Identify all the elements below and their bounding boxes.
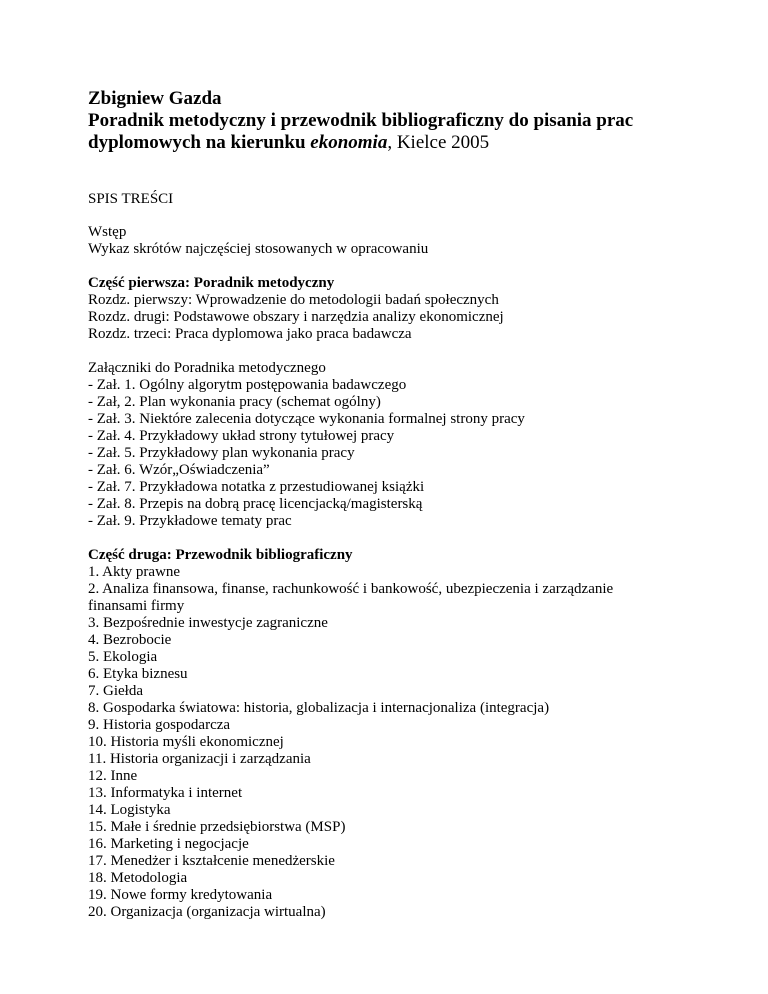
part2-title: Część druga: Przewodnik bibliograficzny	[88, 547, 353, 563]
title-line-2-bold: dyplomowych na kierunku	[88, 132, 311, 153]
toc-part1	[88, 275, 728, 343]
title-suffix: , Kielce 2005	[387, 132, 490, 153]
part2-item: 20. Organizacja (organizacja wirtualna)	[88, 904, 326, 920]
part2-item: 14. Logistyka	[88, 802, 171, 818]
toc-intro-item: Wykaz skrótów najczęściej stosowanych w opracowaniu	[88, 241, 429, 257]
appendix-item: - Zał. 4. Przykładowy układ strony tytułowej pracy	[88, 428, 395, 444]
part2-item-continuation: finansami firmy	[88, 598, 185, 614]
part2-item: 7. Giełda	[88, 683, 143, 699]
appendix-item: - Zał. 8. Przepis na dobrą pracę licencjacką/magisterską	[88, 496, 423, 512]
title-italic-word: ekonomia	[310, 132, 388, 153]
appendix-item: - Zał. 3. Niektóre zalecenia dotyczące wykonania formalnej strony pracy	[88, 411, 525, 427]
appendix-item: - Zał. 1. Ogólny algorytm postępowania badawczego	[88, 377, 407, 393]
part2-item: 1. Akty prawne	[88, 564, 181, 580]
part2-item: 4. Bezrobocie	[88, 632, 172, 648]
part2-item: 19. Nowe formy kredytowania	[88, 887, 273, 903]
appendix-item: - Zał. 6. Wzór„Oświadczenia”	[88, 462, 270, 478]
part2-item: 16. Marketing i negocjacje	[88, 836, 249, 852]
part2-item: 11. Historia organizacji i zarządzania	[88, 751, 311, 767]
part2-item: 10. Historia myśli ekonomicznej	[88, 734, 284, 750]
part1-chapter: Rozdz. drugi: Podstawowe obszary i narzędzia analizy ekonomicznej	[88, 309, 504, 325]
toc-intro	[88, 224, 728, 258]
part2-item: 15. Małe i średnie przedsiębiorstwa (MSP)	[88, 819, 346, 835]
part2-item: 5. Ekologia	[88, 649, 158, 665]
part2-item: 3. Bezpośrednie inwestycje zagraniczne	[88, 615, 328, 631]
part2-item: 18. Metodologia	[88, 870, 188, 886]
toc-appendices	[88, 360, 728, 530]
part2-item: 2. Analiza finansowa, finanse, rachunkowość i bankowość, ubezpieczenia i zarządzanie	[88, 581, 614, 597]
part2-item: 6. Etyka biznesu	[88, 666, 188, 682]
part1-chapter: Rozdz. pierwszy: Wprowadzenie do metodologii badań społecznych	[88, 292, 499, 308]
appendix-item: - Zał. 9. Przykładowe tematy prac	[88, 513, 292, 529]
appendix-item: - Zał. 7. Przykładowa notatka z przestudiowanej książki	[88, 479, 425, 495]
part1-title: Część pierwsza: Poradnik metodyczny	[88, 275, 335, 291]
part2-item: 17. Menedżer i kształcenie menedżerskie	[88, 853, 335, 869]
part2-item: 9. Historia gospodarcza	[88, 717, 231, 733]
toc-intro-item: Wstęp	[88, 224, 127, 240]
title-line-1: Poradnik metodyczny i przewodnik bibliograficzny do pisania prac	[88, 110, 634, 131]
author-name: Zbigniew Gazda	[88, 88, 222, 109]
title-block	[88, 88, 728, 154]
part2-item: 13. Informatyka i internet	[88, 785, 243, 801]
toc-heading: SPIS TREŚCI	[88, 191, 174, 207]
appendix-item: - Zał. 5. Przykładowy plan wykonania pracy	[88, 445, 355, 461]
part2-item: 8. Gospodarka światowa: historia, globalizacja i internacjonaliza (integracja)	[88, 700, 550, 716]
document-page	[88, 88, 728, 921]
title-line-2	[88, 132, 728, 154]
toc-part2	[88, 547, 728, 921]
appendix-item: - Zał, 2. Plan wykonania pracy (schemat ogólny)	[88, 394, 381, 410]
part2-item: 12. Inne	[88, 768, 138, 784]
appendices-title: Załączniki do Poradnika metodycznego	[88, 360, 326, 376]
part1-chapter: Rozdz. trzeci: Praca dyplomowa jako praca badawcza	[88, 326, 412, 342]
